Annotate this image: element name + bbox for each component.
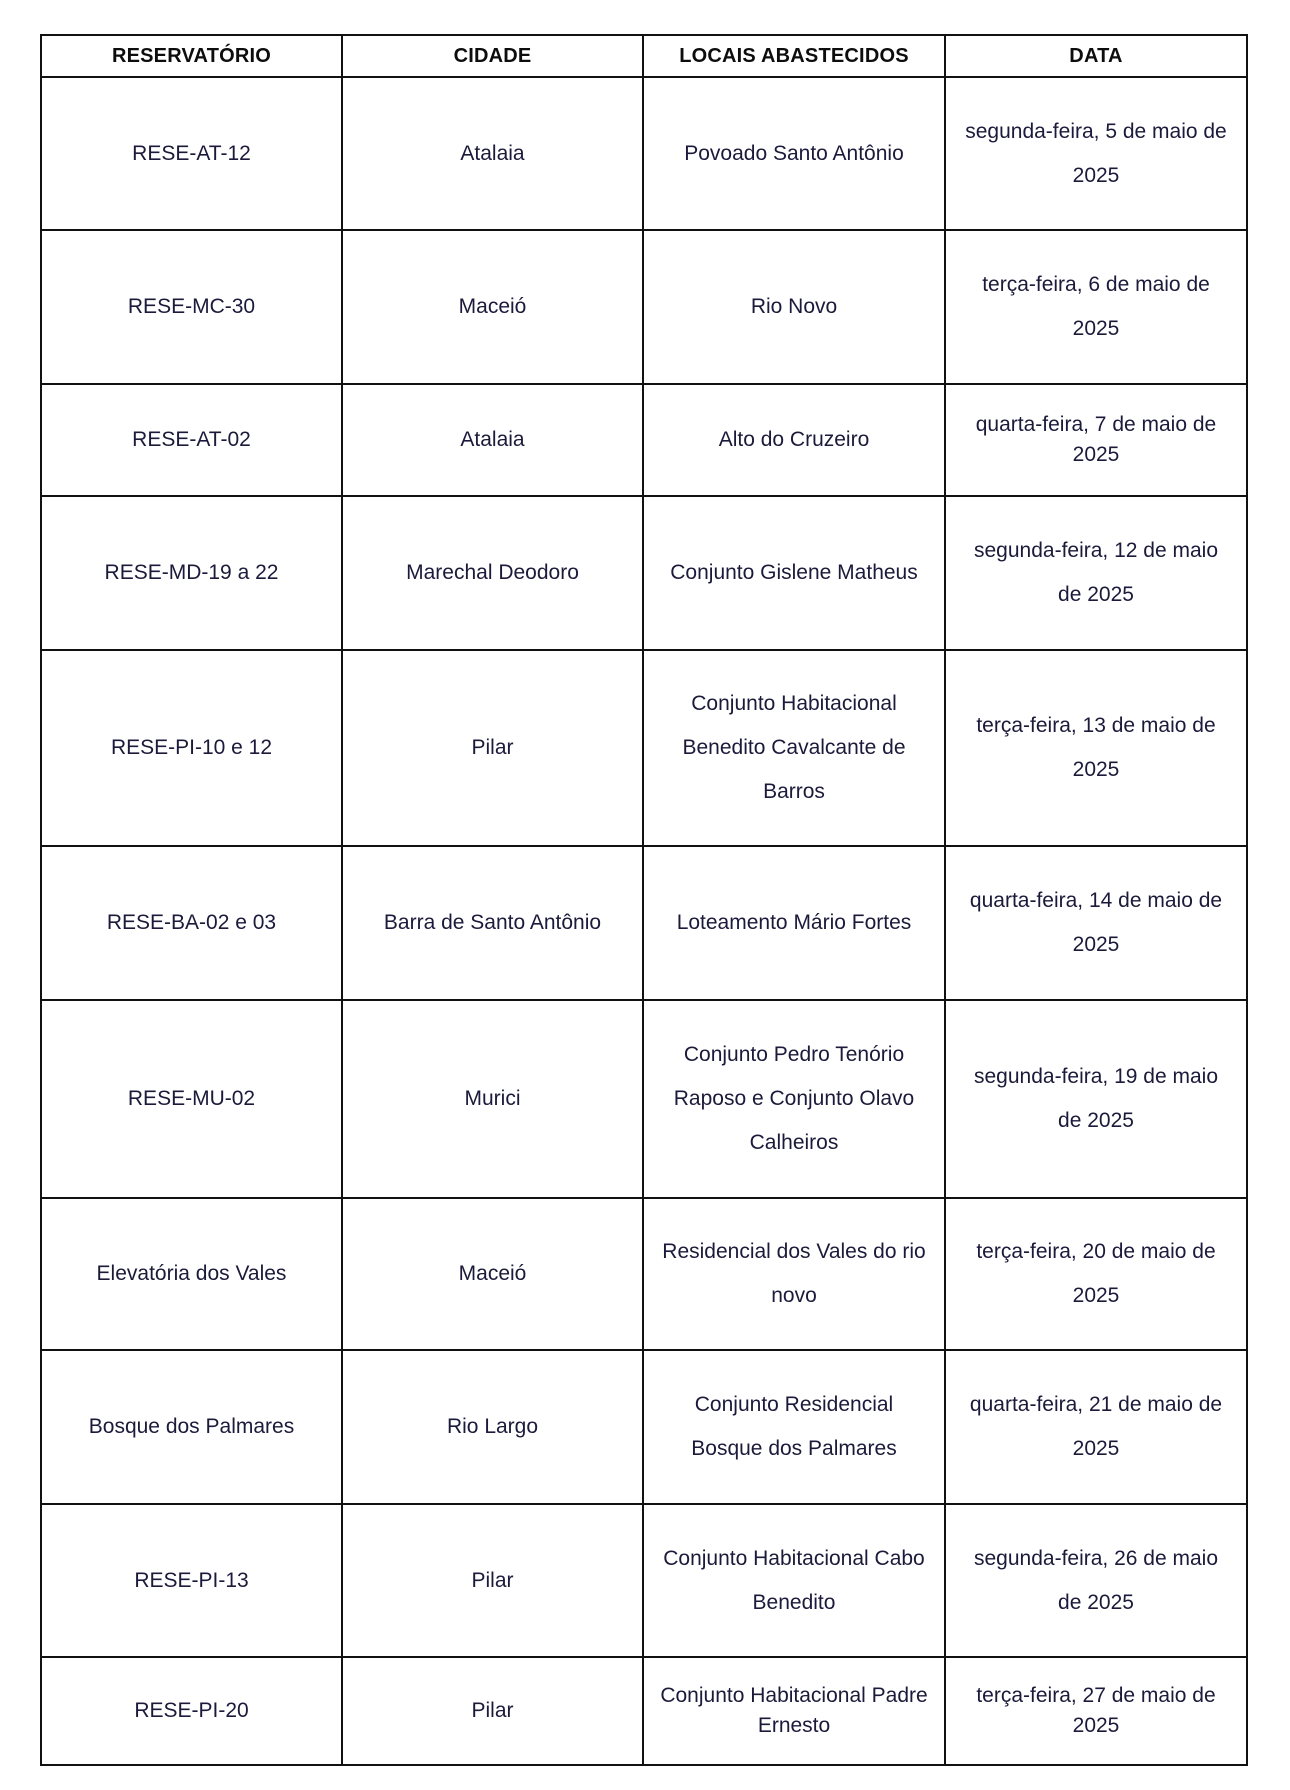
cell-locais: Conjunto Habitacional Cabo Benedito: [643, 1504, 945, 1657]
cell-reservatorio: RESE-AT-12: [41, 77, 342, 230]
cell-data: quarta-feira, 21 de maio de 2025: [945, 1350, 1247, 1504]
cell-data: terça-feira, 20 de maio de 2025: [945, 1198, 1247, 1350]
cell-reservatorio: RESE-PI-13: [41, 1504, 342, 1657]
header-cidade: CIDADE: [342, 35, 643, 77]
table-row: [41, 1350, 1247, 1504]
cell-data: segunda-feira, 12 de maio de 2025: [945, 496, 1247, 650]
cell-locais: Conjunto Habitacional Benedito Cavalcante de Barros: [643, 650, 945, 846]
cell-data: quarta-feira, 14 de maio de 2025: [945, 846, 1247, 1000]
cell-data: terça-feira, 13 de maio de 2025: [945, 650, 1247, 846]
cell-data: segunda-feira, 5 de maio de 2025: [945, 77, 1247, 230]
table-row: [41, 846, 1247, 1000]
table-row: [41, 1198, 1247, 1350]
cell-data: segunda-feira, 26 de maio de 2025: [945, 1504, 1247, 1657]
cell-data: segunda-feira, 19 de maio de 2025: [945, 1000, 1247, 1198]
table-row: [41, 384, 1247, 496]
cell-locais: Conjunto Habitacional Padre Ernesto: [643, 1657, 945, 1765]
cell-cidade: Maceió: [342, 1198, 643, 1350]
cell-cidade: Marechal Deodoro: [342, 496, 643, 650]
cell-data: quarta-feira, 7 de maio de 2025: [945, 384, 1247, 496]
cell-locais: Residencial dos Vales do rio novo: [643, 1198, 945, 1350]
cell-locais: Rio Novo: [643, 230, 945, 384]
table-row: [41, 496, 1247, 650]
cell-reservatorio: RESE-BA-02 e 03: [41, 846, 342, 1000]
table-row: [41, 650, 1247, 846]
cell-locais: Alto do Cruzeiro: [643, 384, 945, 496]
table-row: [41, 1657, 1247, 1765]
table-row: [41, 77, 1247, 230]
cell-cidade: Maceió: [342, 230, 643, 384]
header-reservatorio: RESERVATÓRIO: [41, 35, 342, 77]
cell-reservatorio: Elevatória dos Vales: [41, 1198, 342, 1350]
cell-cidade: Atalaia: [342, 384, 643, 496]
cell-reservatorio: RESE-MC-30: [41, 230, 342, 384]
cell-cidade: Barra de Santo Antônio: [342, 846, 643, 1000]
table-header-row: [41, 35, 1247, 77]
table-row: [41, 230, 1247, 384]
cell-reservatorio: RESE-PI-10 e 12: [41, 650, 342, 846]
cell-reservatorio: RESE-MD-19 a 22: [41, 496, 342, 650]
cell-cidade: Pilar: [342, 650, 643, 846]
cell-locais: Conjunto Pedro Tenório Raposo e Conjunto Olavo Calheiros: [643, 1000, 945, 1198]
cell-cidade: Rio Largo: [342, 1350, 643, 1504]
cell-data: terça-feira, 6 de maio de 2025: [945, 230, 1247, 384]
cell-reservatorio: RESE-PI-20: [41, 1657, 342, 1765]
reservoir-schedule-table: [40, 34, 1248, 1766]
cell-reservatorio: RESE-AT-02: [41, 384, 342, 496]
cell-data: terça-feira, 27 de maio de 2025: [945, 1657, 1247, 1765]
table-row: [41, 1000, 1247, 1198]
cell-cidade: Atalaia: [342, 77, 643, 230]
cell-cidade: Pilar: [342, 1657, 643, 1765]
cell-cidade: Murici: [342, 1000, 643, 1198]
header-data: DATA: [945, 35, 1247, 77]
cell-locais: Loteamento Mário Fortes: [643, 846, 945, 1000]
cell-locais: Povoado Santo Antônio: [643, 77, 945, 230]
cell-cidade: Pilar: [342, 1504, 643, 1657]
cell-locais: Conjunto Residencial Bosque dos Palmares: [643, 1350, 945, 1504]
table-row: [41, 1504, 1247, 1657]
cell-reservatorio: RESE-MU-02: [41, 1000, 342, 1198]
cell-locais: Conjunto Gislene Matheus: [643, 496, 945, 650]
header-locais-abastecidos: LOCAIS ABASTECIDOS: [643, 35, 945, 77]
cell-reservatorio: Bosque dos Palmares: [41, 1350, 342, 1504]
schedule-document: [40, 34, 1246, 1766]
